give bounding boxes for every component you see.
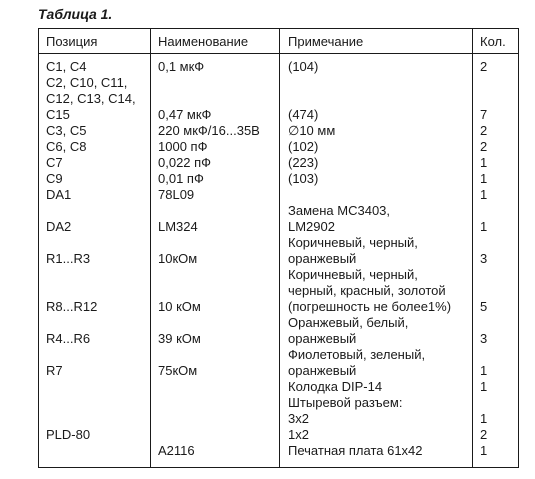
cell-qty: 5 [480, 299, 488, 314]
cell-position: C9 [46, 171, 63, 186]
cell-note: Замена MC3403, LM2902 [288, 203, 391, 234]
cell-note: Колодка DIP-14 [288, 379, 383, 394]
cell-note: (223) [288, 155, 319, 170]
cell-note: (104) [288, 59, 319, 74]
cell-position: DA1 [46, 187, 72, 202]
cell-qty: 2 [480, 59, 488, 74]
cell-position: R7 [46, 363, 63, 378]
cell-qty: 7 [480, 107, 488, 122]
cell-qty: 2 [480, 123, 488, 138]
cell-name: 78L09 [158, 187, 195, 202]
header-qty: Кол. [480, 34, 506, 49]
cell-position: R8...R12 [46, 299, 98, 314]
cell-position: C15 [46, 107, 70, 122]
cell-qty: 2 [480, 427, 488, 442]
column-divider [150, 29, 151, 467]
cell-qty: 1 [480, 411, 488, 426]
cell-position: R4...R6 [46, 331, 91, 346]
cell-position: C7 [46, 155, 63, 170]
cell-name: 75кОм [158, 363, 198, 378]
cell-qty: 1 [480, 443, 488, 458]
cell-note: Коричневый, черный, черный, красный, золотой (погрешность не более1%) [288, 267, 452, 314]
table-caption: Таблица 1. [38, 6, 113, 22]
cell-note: 1x2 [288, 427, 309, 442]
cell-name: 0,022 пФ [158, 155, 212, 170]
cell-qty: 1 [480, 187, 488, 202]
cell-qty: 2 [480, 139, 488, 154]
cell-note: Штыревой разъем: 3x2 [288, 395, 403, 426]
cell-position: R1...R3 [46, 251, 91, 266]
cell-qty: 3 [480, 251, 488, 266]
header-note: Примечание [288, 34, 364, 49]
cell-note: (474) [288, 107, 319, 122]
cell-name: A2116 [158, 443, 195, 458]
cell-note: (103) [288, 171, 319, 186]
cell-name: 0,47 мкФ [158, 107, 212, 122]
cell-name: 39 кОм [158, 331, 201, 346]
cell-qty: 1 [480, 171, 488, 186]
cell-position: PLD-80 [46, 427, 91, 442]
cell-position: C6, C8 [46, 139, 87, 154]
cell-note: Печатная плата 61x42 [288, 443, 423, 458]
cell-name: LM324 [158, 219, 198, 234]
cell-note: ∅10 мм [288, 123, 336, 138]
cell-qty: 3 [480, 331, 488, 346]
cell-name: 10кОм [158, 251, 198, 266]
cell-position: DA2 [46, 219, 72, 234]
header-position: Позиция [46, 34, 98, 49]
cell-position: C3, C5 [46, 123, 87, 138]
cell-note: (102) [288, 139, 319, 154]
header-divider [39, 53, 518, 54]
cell-name: 0,01 пФ [158, 171, 204, 186]
components-table [38, 28, 519, 468]
column-divider [472, 29, 473, 467]
cell-note: Оранжевый, белый, оранжевый [288, 315, 409, 346]
cell-qty: 1 [480, 219, 488, 234]
cell-name: 0,1 мкФ [158, 59, 205, 74]
cell-qty: 1 [480, 155, 488, 170]
column-divider [279, 29, 280, 467]
cell-qty: 1 [480, 379, 488, 394]
cell-name: 220 мкФ/16...35В [158, 123, 260, 138]
cell-qty: 1 [480, 363, 488, 378]
cell-note: Фиолетовый, зеленый, оранжевый [288, 347, 426, 378]
cell-note: Коричневый, черный, оранжевый [288, 235, 418, 266]
cell-name: 1000 пФ [158, 139, 208, 154]
header-name: Наименование [158, 34, 249, 49]
cell-position: C1, C4 C2, C10, C11, C12, C13, C14, [46, 59, 136, 106]
cell-name: 10 кОм [158, 299, 201, 314]
